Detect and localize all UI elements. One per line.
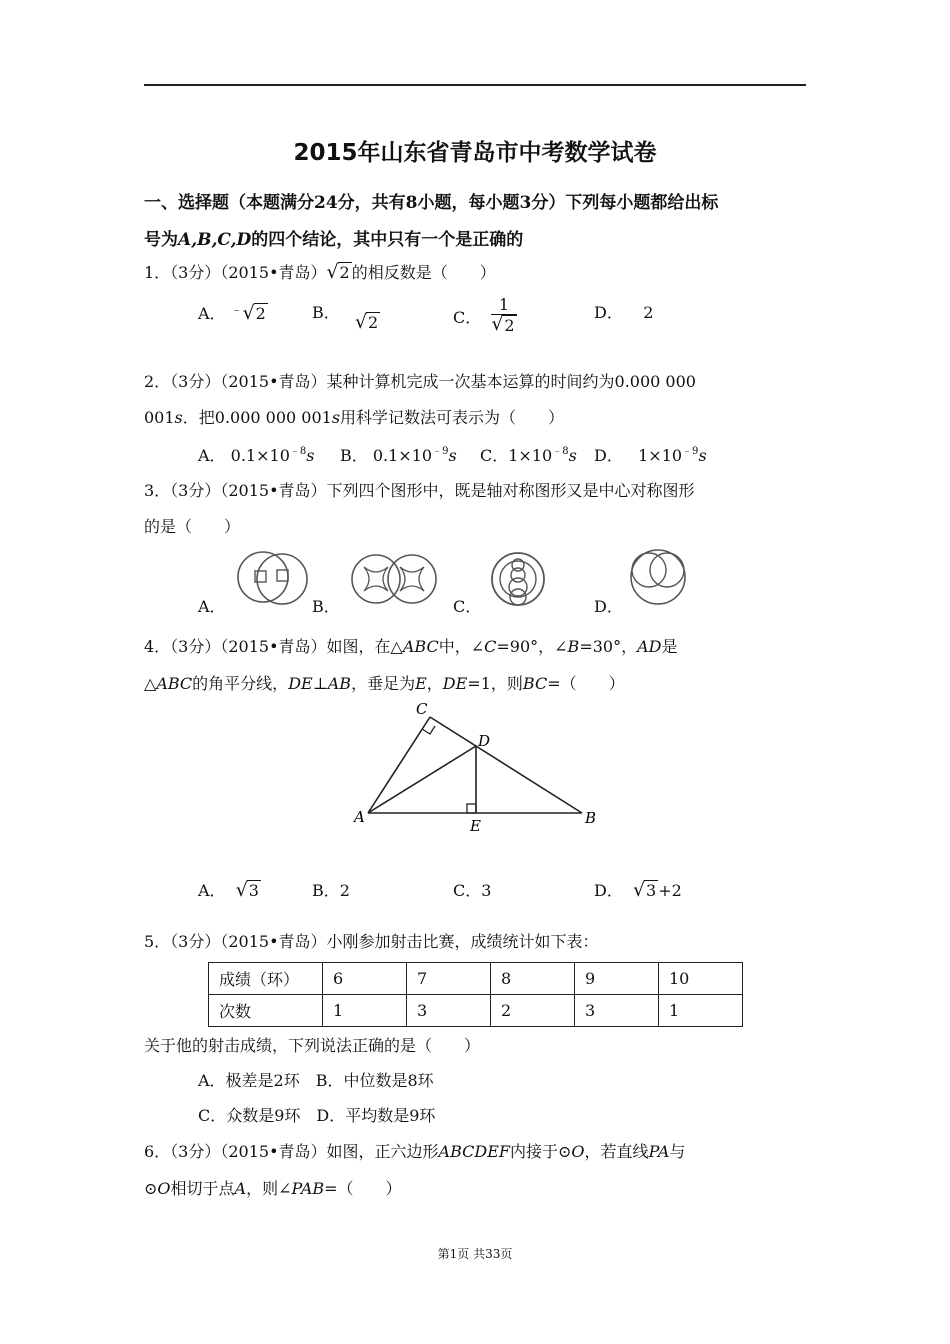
q4-option-a[interactable]: A． √ 3 xyxy=(198,879,259,901)
q4-option-c[interactable]: C．3 xyxy=(453,881,492,900)
q1-option-d[interactable]: D． 2 xyxy=(594,303,654,322)
table-cell: 8 xyxy=(491,963,575,995)
vertex-b-label: B xyxy=(585,809,597,827)
question-6-line2: ⊙O相切于点A，则∠PAB=（ ） xyxy=(144,1179,402,1198)
q1-option-a[interactable]: A． ﹣ √ 2 xyxy=(198,302,266,324)
q2-option-a[interactable]: A． $0.1\times 10^{﹣8}s$ xyxy=(198,446,315,465)
question-3-line2: 的是（ ） xyxy=(144,517,241,536)
table-cell: 1 xyxy=(659,995,743,1027)
page-footer: 第1页 共33页 xyxy=(437,1247,513,1261)
section-heading-line2: 号为A,B,C,D的四个结论，其中只有一个是正确的 xyxy=(144,230,524,250)
table-cell: 9 xyxy=(575,963,659,995)
q2-option-d[interactable]: D． $1\times 10^{﹣9}s$ xyxy=(594,446,707,465)
page-title: 2015年山东省青岛市中考数学试卷 xyxy=(293,140,657,166)
table-cell: 2 xyxy=(491,995,575,1027)
question-5-prompt: 关于他的射击成绩，下列说法正确的是（ ） xyxy=(144,1036,481,1055)
q5-options-cd[interactable]: C．众数是9环 D．平均数是9环 xyxy=(198,1106,436,1125)
q1-option-c[interactable]: C． 1 √ 2 xyxy=(453,295,515,335)
question-4-line1: 4．（3分）（2015•青岛）如图，在△ABC中，∠C=90°，∠B=30°，AD是 xyxy=(144,637,678,656)
q4-option-b[interactable]: B．2 xyxy=(312,881,350,900)
table-cell: 次数 xyxy=(209,995,323,1027)
q4-option-d[interactable]: D． √ 3 +2 xyxy=(594,879,682,901)
question-6-line1: 6．（3分）（2015•青岛）如图，正六边形ABCDEF内接于⊙O，若直线PA与 xyxy=(144,1142,686,1161)
coins-figure-a xyxy=(234,550,314,608)
q3-option-a[interactable]: A． xyxy=(198,597,226,616)
point-e-label: E xyxy=(470,817,481,835)
table-cell: 6 xyxy=(323,963,407,995)
q3-option-c[interactable]: C． xyxy=(453,597,482,616)
question-1: 1．（3分）（2015•青岛） √ 2 的相反数是（ ） xyxy=(144,261,496,283)
vertex-c-label: C xyxy=(416,700,428,718)
coins-figure-b xyxy=(350,552,440,606)
q3-option-b[interactable]: B． xyxy=(312,597,340,616)
table-row xyxy=(209,963,743,995)
overlapping-circle-figure-d xyxy=(628,548,688,606)
question-2-line1: 2．（3分）（2015•青岛）某种计算机完成一次基本运算的时间约为0.000 000 xyxy=(144,372,696,391)
vertex-a-label: A xyxy=(354,808,365,826)
q1-option-b[interactable]: B． √ 2 xyxy=(312,303,379,333)
table-cell: 成绩（环） xyxy=(209,963,323,995)
table-row xyxy=(209,995,743,1027)
question-3-line1: 3．（3分）（2015•青岛）下列四个图形中，既是轴对称图形又是中心对称图形 xyxy=(144,481,695,500)
q3-option-d[interactable]: D． xyxy=(594,597,623,616)
score-table xyxy=(208,962,743,1027)
question-2-line2: 001s．把0.000 000 001s用科学记数法可表示为（ ） xyxy=(144,408,565,427)
sqrt-expression: √ 2 xyxy=(326,261,350,283)
question-4-line2: △ABC的角平分线，DE⊥AB，垂足为E，DE=1，则BC=（ ） xyxy=(144,674,625,693)
table-cell: 7 xyxy=(407,963,491,995)
q2-option-c[interactable]: C．$1\times 10^{﹣8}s$ xyxy=(480,446,577,465)
q5-options-ab[interactable]: A．极差是2环 B．中位数是8环 xyxy=(198,1071,434,1090)
point-d-label: D xyxy=(478,732,491,750)
section-heading-line1: 一、选择题（本题满分24分，共有8小题，每小题3分）下列每小题都给出标 xyxy=(144,193,719,213)
nested-circles-figure-c xyxy=(490,550,546,608)
table-cell: 3 xyxy=(407,995,491,1027)
table-cell: 1 xyxy=(323,995,407,1027)
table-cell: 10 xyxy=(659,963,743,995)
header-rule xyxy=(144,84,806,86)
triangle-figure xyxy=(350,698,610,838)
q2-option-b[interactable]: B． $0.1\times 10^{﹣9}s$ xyxy=(340,446,457,465)
question-5: 5．（3分）（2015•青岛）小刚参加射击比赛，成绩统计如下表： xyxy=(144,932,599,951)
table-cell: 3 xyxy=(575,995,659,1027)
